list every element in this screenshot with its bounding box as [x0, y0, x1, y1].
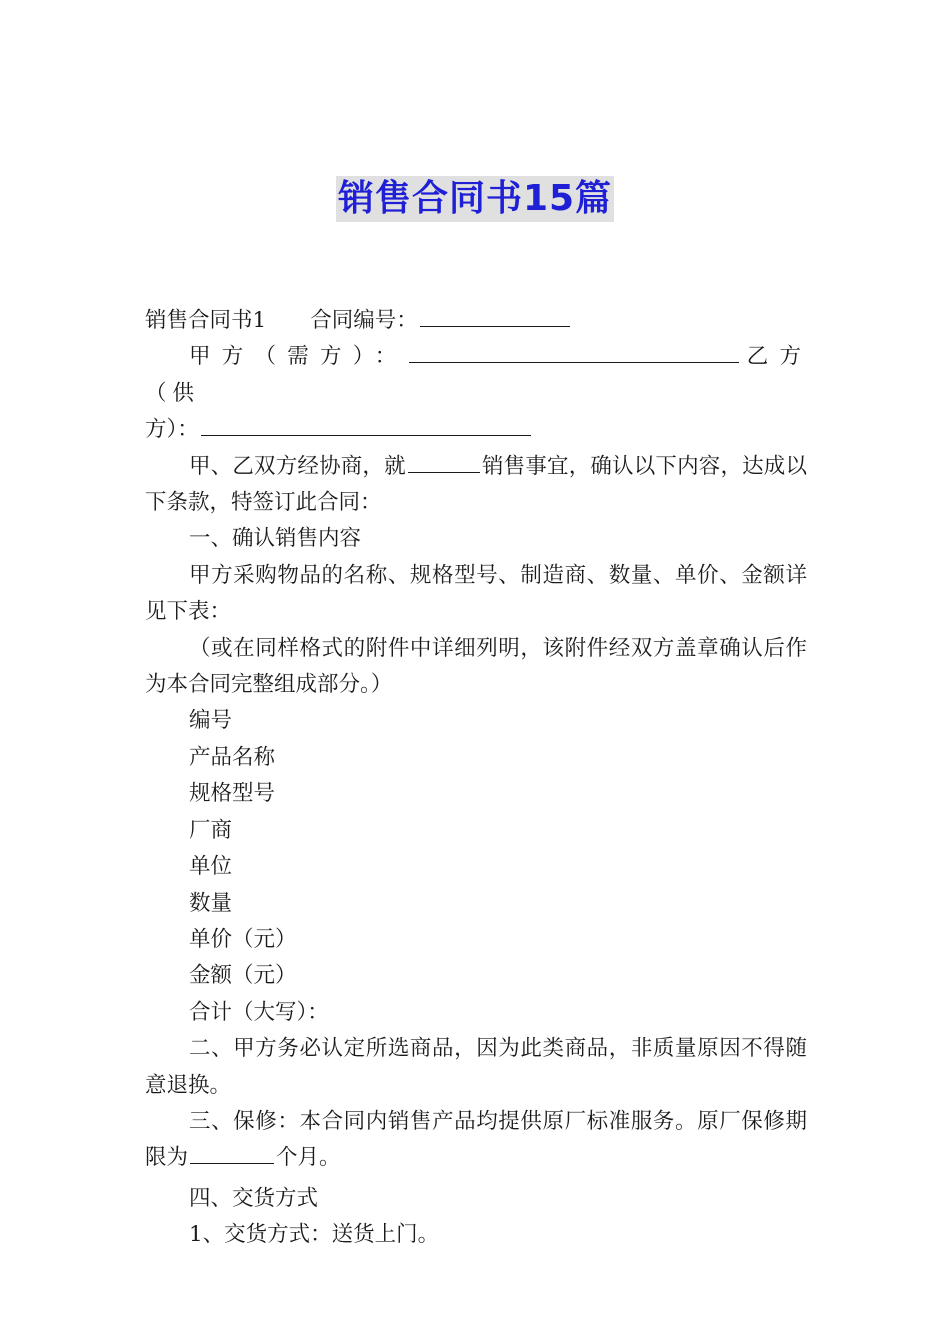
party-b-blank [201, 413, 531, 436]
parties-paragraph [145, 339, 807, 448]
intro-blank [408, 450, 480, 473]
table-field: 金额（元） [189, 963, 297, 989]
section-1-text: 甲方采购物品的名称、规格型号、制造商、数量、单价、金额详见下表： [145, 562, 807, 625]
intro-paragraph [145, 449, 807, 522]
contract-number-blank [420, 304, 570, 327]
table-field: 厂商 [189, 817, 233, 843]
table-field: 单位 [189, 854, 233, 880]
document-title: 销售合同书15篇 [336, 176, 614, 222]
document-body [145, 303, 807, 1254]
section-1-heading: 一、确认销售内容 [189, 526, 362, 552]
section-3 [145, 1104, 807, 1177]
contract-heading-line [145, 303, 807, 339]
table-field: 单价（元） [189, 926, 297, 952]
party-b-label-2: 方）： [145, 417, 199, 443]
party-b-label-1: 乙方（供 [145, 344, 807, 406]
party-a-blank [409, 340, 739, 363]
warranty-months-blank [190, 1141, 274, 1164]
title-container [0, 176, 950, 222]
table-field: 产品名称 [189, 744, 276, 770]
section-3-text-1: 三、保修：本合同内销售产品均提供原厂标准服务。原厂保修期限为 [145, 1108, 807, 1171]
table-field: 编号 [189, 708, 233, 734]
section-1-note: （或在同样格式的附件中详细列明，该附件经双方盖章确认后作为本合同完整组成部分。） [145, 635, 807, 698]
intro-text-1: 甲、乙双方经协商，就 [189, 453, 406, 479]
table-field: 规格型号 [189, 781, 276, 807]
contract-heading: 销售合同书1 [145, 308, 267, 333]
contract-number-label: 合同编号： [310, 308, 418, 333]
section-4-item-1: 1、交货方式：送货上门。 [189, 1222, 440, 1248]
section-4-heading: 四、交货方式 [189, 1185, 319, 1211]
section-3-text-2: 个月。 [276, 1145, 341, 1171]
table-field: 数量 [189, 890, 233, 916]
section-2: 二、甲方务必认定所选商品，因为此类商品，非质量原因不得随意退换。 [145, 1036, 807, 1098]
party-a-label: 甲方（需方）： [189, 344, 408, 370]
table-field: 合计（大写）： [189, 999, 329, 1025]
intro-text-2: 销售事宜，确认以下内容，达成以下条款，特签订此合同： [145, 453, 807, 516]
